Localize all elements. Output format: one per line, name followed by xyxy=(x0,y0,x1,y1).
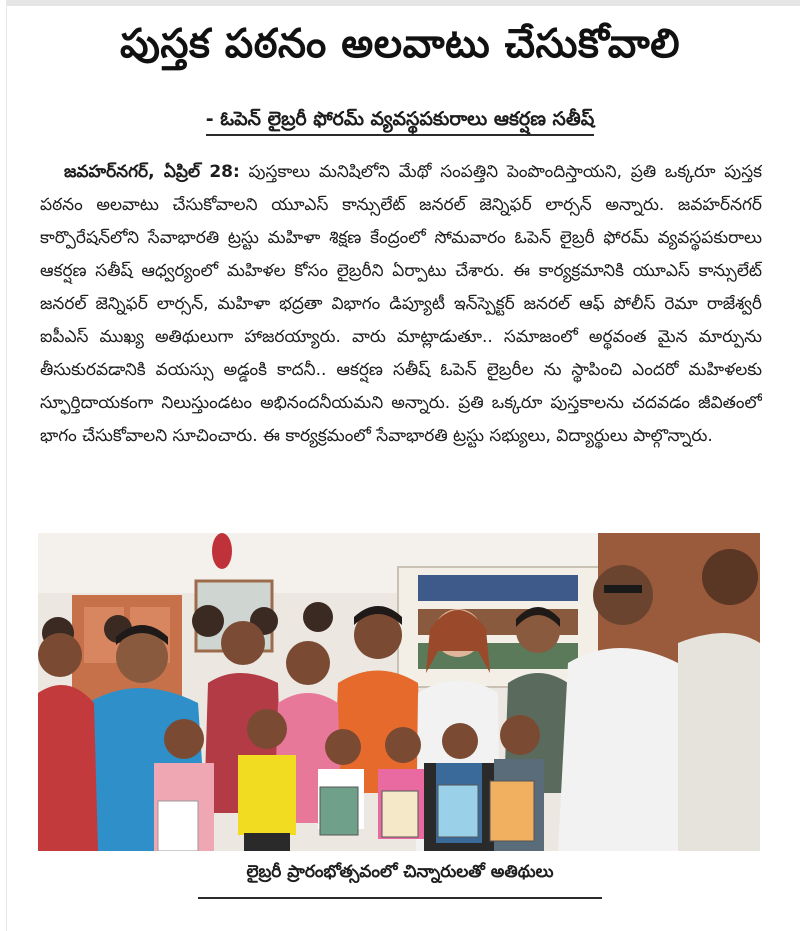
article-body xyxy=(40,156,762,526)
news-photo xyxy=(38,533,760,851)
subheadline xyxy=(80,108,720,135)
photo-illustration xyxy=(38,533,760,851)
article-dateline: జవహర్‌నగర్, ఏప్రిల్ 28: xyxy=(64,162,240,182)
article-text: పుస్తకాలు మనిషిలోని మేథో సంపత్తిని పెంపొందిస్తాయని, ప్రతి ఒక్కరూ పుస్తక పఠనం అలవాటు చేసుకోవాలని యూఎస్ కాన్సులేట్ జనరల్ జెన్నిఫర్ లార్సన్ అన్నారు. జవహర్‌నగర్ కార్పొరేషన్‌లోని సేవాభారతి ట్రస్టు మహిళా శిక్షణ కేంద్రంలో సోమవారం ఓపెన్ లైబ్రరీ ఫోరమ్ వ్యవస్థపకురాలు ఆకర్షణ సతీష్ ఆధ్వర్యంలో మహిళల కోసం లైబ్రరీని ఏర్పాటు చేశారు. ఈ కార్యక్రమానికి యూఎస్ కాన్సులేట్ జనరల్ జెన్నిఫర్ లార్సన్, మహిళా భద్రతా విభాగం డిప్యూటీ ఇన్‌స్పెక్టర్ జనరల్ ఆఫ్ పోలీస్ రెమా రాజేశ్వరీ ఐపీఎస్ ముఖ్య అతిథులుగా హాజరయ్యారు. వారు మాట్లాడుతూ.. సమాజంలో అర్థవంత మైన మార్పును తీసుకురవడానికి వయస్సు అడ్డంకి కాదనీ.. ఆకర్షణ సతీష్ ఓపెన్ లైబ్రరీల ను స్థాపించి ఎందరో మహిళలకు స్ఫూర్తిదాయకంగా నిలుస్తుండటం అభినందనీయమని అన్నారు. ప్రతి ఒక్కరూ పుస్తకాలను చదవడం జీవితంలో భాగం చేసుకోవాలని సూచించారు. ఈ కార్యక్రమంలో సేవాభారతి ట్రస్టు సభ్యులు, విద్యార్థులు పాల్గొన్నారు. xyxy=(40,162,762,446)
page-top-border xyxy=(0,0,800,6)
subheadline-text: - ఓపెన్ లైబ్రరీ ఫోరమ్ వ్యవస్థపకురాలు ఆకర్షణ సతీష్ xyxy=(206,108,595,136)
photo-caption: లైబ్రరీ ప్రారంభోత్సవంలో చిన్నారులతో అతిథులు xyxy=(246,862,554,882)
headline: పుస్తక పఠనం అలవాటు చేసుకోవాలి xyxy=(119,21,681,67)
child-book-3 xyxy=(436,723,482,843)
caption-underline xyxy=(198,897,602,899)
page-left-border xyxy=(0,0,7,931)
